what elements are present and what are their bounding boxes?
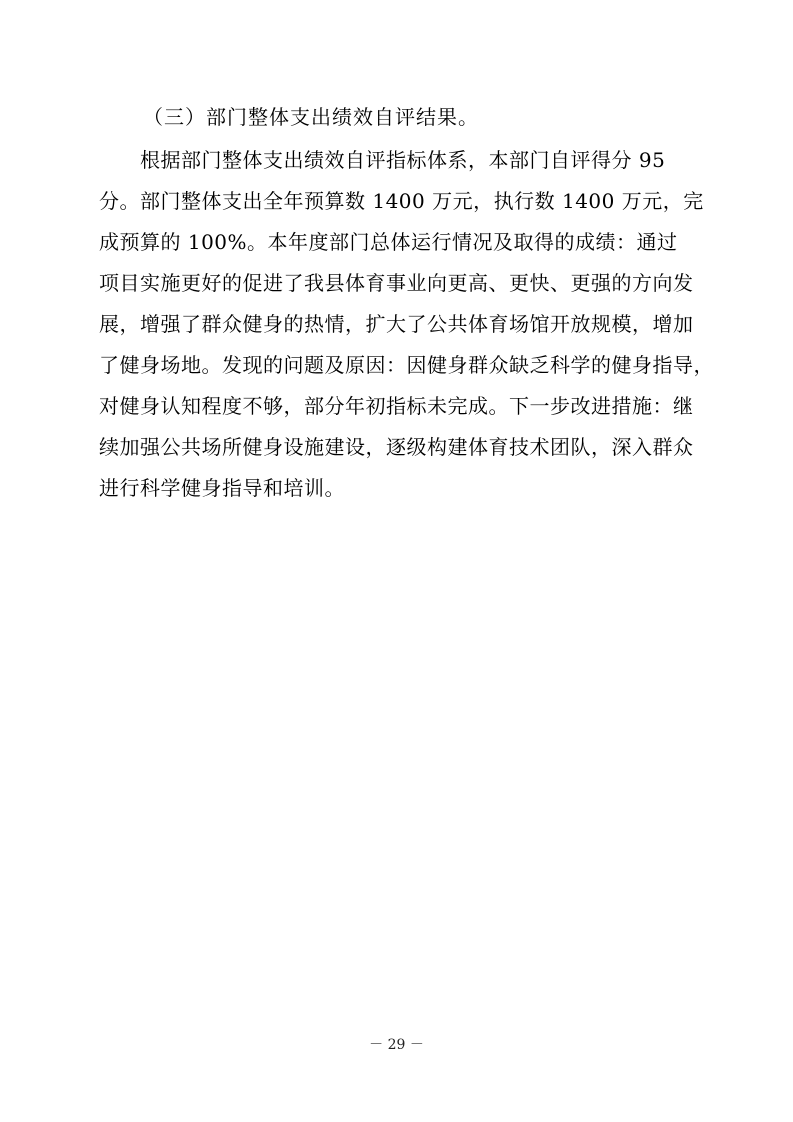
paragraph-line-2: 分。部门整体支出全年预算数 1400 万元，执行数 1400 万元，完	[99, 189, 704, 213]
paragraph-line-9: 进行科学健身指导和培训。	[99, 476, 345, 500]
paragraph-line-5: 展，增强了群众健身的热情，扩大了公共体育场馆开放规模，增加	[99, 312, 694, 336]
page-number: － 29 －	[369, 1037, 424, 1053]
paragraph-line-6: 了健身场地。发现的问题及原因：因健身群众缺乏科学的健身指导，	[99, 353, 714, 377]
paragraph-line-1: 根据部门整体支出绩效自评指标体系，本部门自评得分 95	[99, 148, 666, 172]
paragraph-line-4: 项目实施更好的促进了我县体育事业向更高、更快、更强的方向发	[99, 271, 694, 295]
section-heading: （三）部门整体支出绩效自评结果。	[143, 105, 479, 129]
paragraph-line-7: 对健身认知程度不够，部分年初指标未完成。下一步改进措施：继	[99, 394, 694, 418]
paragraph-line-8: 续加强公共场所健身设施建设，逐级构建体育技术团队，深入群众	[99, 435, 694, 459]
paragraph-line-3: 成预算的 100%。本年度部门总体运行情况及取得的成绩：通过	[99, 230, 678, 254]
